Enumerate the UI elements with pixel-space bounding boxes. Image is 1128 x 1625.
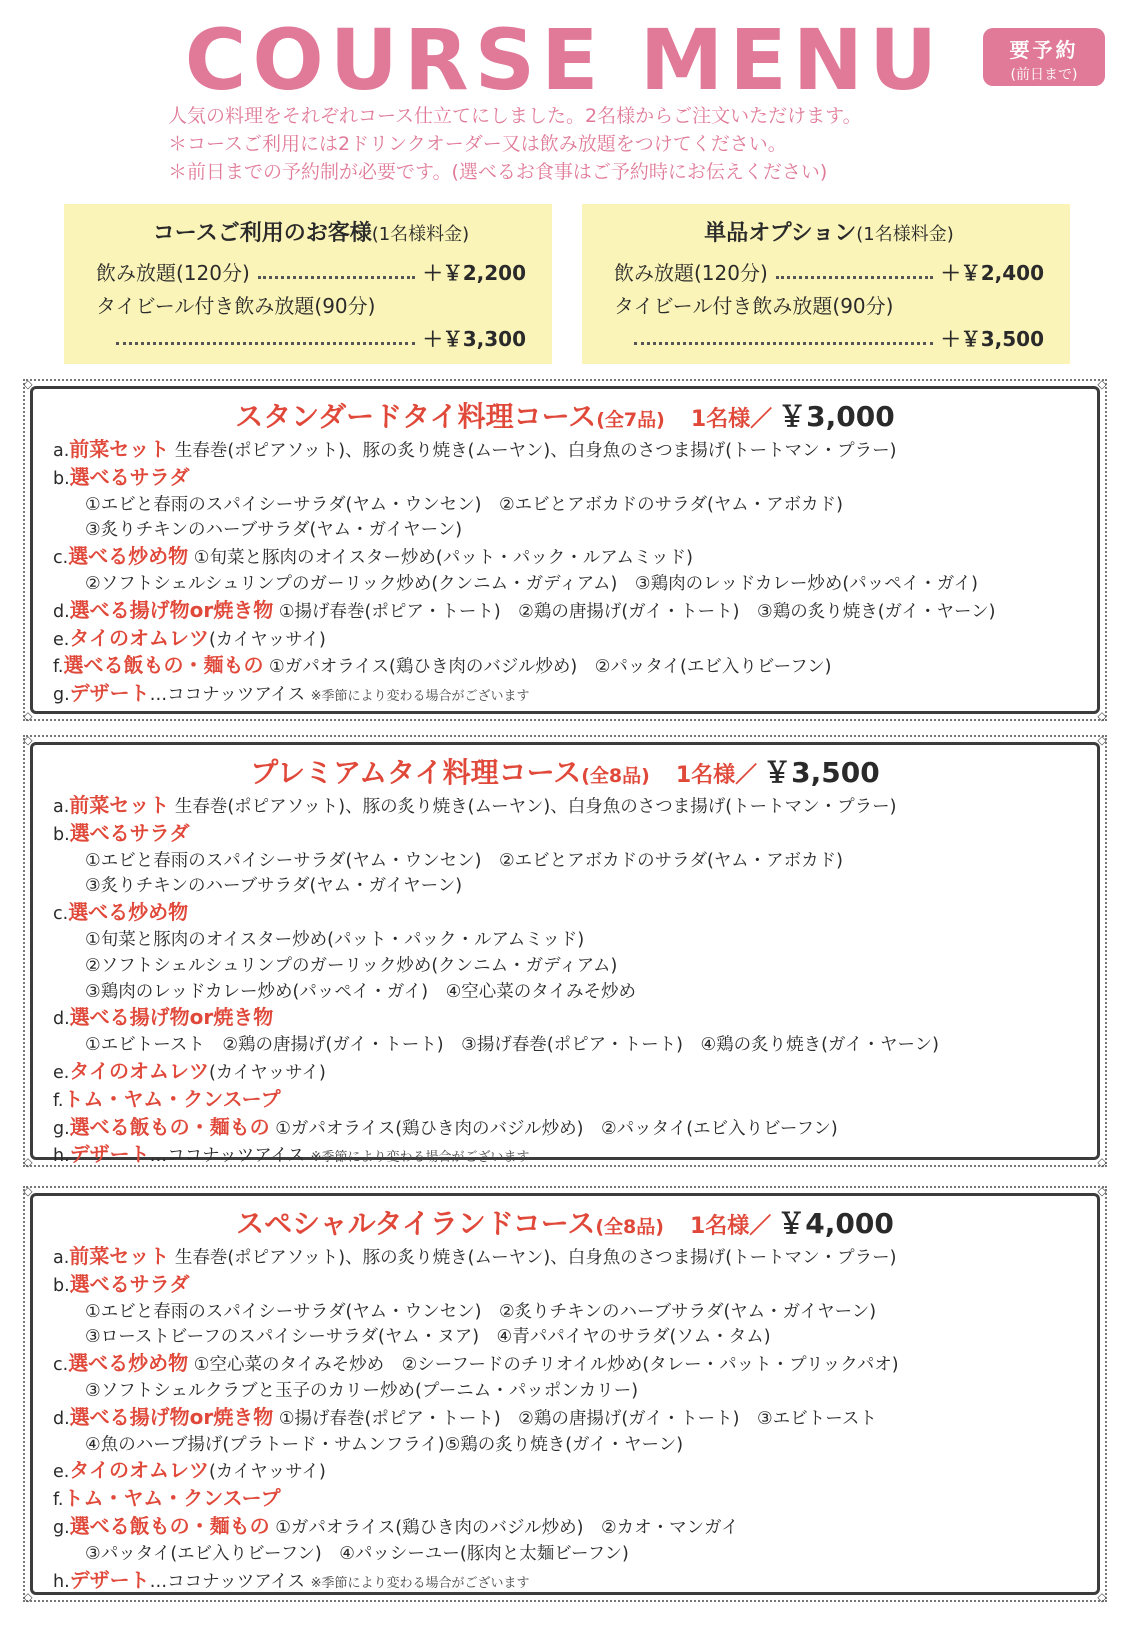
seasonal-note: ※季節により変わる場合がございます [310,689,530,705]
menu-row [53,1244,1077,1272]
row-label: d. [53,1408,70,1429]
category: 選べる炒め物 [68,900,189,925]
option-line [96,257,526,290]
menu-row [53,1087,1077,1115]
option-line [614,257,1044,290]
row-text: ①空心菜のタイみそ炒め ②シーフードのチリオイル炒め(タレー・パット・プリックパオ) [188,1355,899,1376]
row-label: e. [53,1462,70,1483]
menu-subrow: ③炙りチキンのハーブサラダ(ヤム・ガイヤーン) [85,520,463,541]
menu-row [53,1351,1077,1379]
course-name: スタンダードタイ料理コース [235,400,597,433]
menu-subrow: ④魚のハーブ揚げ(プラトード・サムンフライ)⑤鶏の炙り焼き(ガイ・ヤーン) [85,1434,684,1455]
menu-row [53,681,1077,710]
menu-subrow: ③鶏肉のレッドカレー炒め(パッペイ・ガイ) ④空心菜のタイみそ炒め [85,981,636,1002]
category: 選べる揚げ物or焼き物 [69,597,274,622]
course-name: スペシャルタイランドコース [236,1207,596,1240]
option-box-title [614,216,1044,247]
row-label: a. [53,1248,70,1268]
option-price: ＋￥3,500 [940,327,1044,351]
menu-subrow: ③ローストビーフのスパイシーサラダ(ヤム・ヌア) ④青パパイヤのサラダ(ソム・タム) [85,1327,771,1348]
category: デザート [69,1567,150,1592]
row-label: g. [53,1517,70,1538]
row-text: …ココナッツアイス [149,685,311,706]
category: タイのオムレツ [69,625,209,650]
menu-subrow: ①エビと春雨のスパイシーサラダ(ヤム・ウンセン) ②エビとアボカドのサラダ(ヤム・アボカド) [85,850,843,871]
row-label: d. [53,1009,70,1030]
row-label: f. [53,657,64,678]
category: 選べるサラダ [69,1271,190,1296]
category: トム・ヤム・クンスープ [63,1486,281,1511]
menu-row [53,1568,1077,1597]
option-name: タイビール付き飲み放題(90分) [614,294,894,318]
row-text: 生春巻(ポピアソット)、豚の炙り焼き(ムーヤン)、白身魚のさつま揚げ(トートマン・プラー) [169,1248,897,1268]
option-title-note: (1名様料金) [856,224,954,245]
menu-subrow: ③パッタイ(エビ入りビーフン) ④パッシーユー(豚肉と太麺ビーフン) [85,1543,629,1564]
row-text: ①ガパオライス(鶏ひき肉のバジル炒め) ②パッタイ(エビ入りビーフン) [269,1118,838,1139]
menu-row [53,793,1077,821]
corner-ornament: ◇ [23,1590,33,1604]
row-label: a. [53,797,70,817]
menu-row [53,1272,1077,1300]
dot-leader [776,257,933,279]
option-name: 飲み放題(120分) [96,261,250,285]
option-line [614,323,1044,356]
standard-course-panel [23,377,1107,723]
option-price: ＋￥2,200 [422,261,526,285]
row-label: f. [53,1090,64,1111]
option-line [614,290,1044,323]
page-title: COURSE MENU [184,11,944,109]
menu-subrow: ③ソフトシェルクラブと玉子のカリー炒め(プーニム・パッポンカリー) [85,1380,639,1401]
course-users-options [64,204,552,364]
course-heading [53,1204,1077,1244]
intro-text [168,102,1068,186]
row-label: e. [53,1062,70,1083]
row-text: ①旬菜と豚肉のオイスター炒め(パット・パック・ルアムミッド) [188,548,693,569]
row-label: h. [53,1571,70,1592]
category: 選べる揚げ物or焼き物 [69,1005,274,1030]
menu-row [53,1059,1077,1087]
corner-ornament: ◇ [1097,1590,1107,1604]
course-name: プレミアムタイ料理コース [250,756,582,789]
row-label: b. [53,1275,70,1296]
intro-line: ＊前日までの予約制が必要です。(選べるお食事はご予約時にお伝えください) [168,161,828,183]
menu-subrow: ①エビと春雨のスパイシーサラダ(ヤム・ウンセン) ②エビとアボカドのサラダ(ヤム・アボカド) [85,494,843,515]
option-title-text: 単品オプション [704,221,857,246]
row-label: c. [53,1355,69,1376]
course-price: ￥3,000 [778,400,895,433]
course-price: ￥4,000 [777,1207,894,1240]
menu-row [53,1405,1077,1433]
menu-row [53,465,1077,493]
category: 選べるサラダ [69,820,190,845]
menu-row [53,900,1077,928]
row-text: …ココナッツアイス [149,1571,311,1592]
row-label: c. [53,548,69,569]
row-label: h. [53,1146,70,1167]
corner-ornament: ◇ [23,733,33,747]
course-price: ￥3,500 [763,756,880,789]
single-options [582,204,1070,364]
corner-ornament: ◇ [1097,377,1107,391]
special-course-panel [23,1184,1107,1604]
row-label: g. [53,685,70,706]
menu-row [53,1486,1077,1514]
course-heading [53,753,1077,793]
intro-line: ＊コースご利用には2ドリンクオーダー又は飲み放題をつけてください。 [168,133,787,155]
menu-row [53,626,1077,654]
seasonal-note: ※季節により変わる場合がございます [310,1150,530,1166]
corner-ornament: ◇ [1097,1184,1107,1198]
dot-leader [634,323,933,345]
corner-ornament: ◇ [23,1184,33,1198]
corner-ornament: ◇ [23,1155,33,1169]
option-price: ＋￥2,400 [940,261,1044,285]
seasonal-note: ※季節により変わる場合がございます [310,1575,530,1591]
category: 選べる炒め物 [68,1351,189,1376]
option-title-note: (1名様料金) [371,224,470,245]
badge-main: 要予約 [1009,38,1079,62]
menu-row [53,653,1077,681]
option-price: ＋￥3,300 [422,327,526,351]
row-text: …ココナッツアイス [149,1146,311,1167]
corner-ornament: ◇ [1097,733,1107,747]
menu-row [53,821,1077,849]
row-text: 生春巻(ポピアソット)、豚の炙り焼き(ムーヤン)、白身魚のさつま揚げ(トートマン・プラー) [169,797,897,817]
row-text: (カイヤッサイ) [208,1462,326,1483]
row-label: f. [53,1490,64,1511]
reservation-badge [983,28,1105,86]
category: デザート [69,1142,150,1167]
row-label: b. [53,824,70,845]
row-label: b. [53,468,70,489]
category: 選べる飯もの・麺もの [69,1114,270,1139]
row-label: e. [53,629,70,650]
course-per: 1名様／ [675,763,758,788]
row-text: (カイヤッサイ) [208,1062,326,1083]
corner-ornament: ◇ [1097,709,1107,723]
option-box-title [96,216,526,247]
menu-row [53,437,1077,465]
option-name: タイビール付き飲み放題(90分) [96,294,376,318]
course-heading [53,397,1077,437]
option-name: 飲み放題(120分) [614,261,768,285]
row-label: a. [53,441,70,461]
menu-row [53,598,1077,626]
category: 選べる炒め物 [68,544,189,569]
category: 選べる飯もの・麺もの [63,653,264,678]
category: 前菜セット [69,1244,170,1268]
menu-subrow: ①エビトースト ②鶏の唐揚げ(ガイ・トート) ③揚げ春巻(ポピア・トート) ④鶏の炙り焼き(ガイ・ヤーン) [85,1035,939,1056]
menu-row [53,1142,1077,1171]
course-count: (全8品) [581,765,650,787]
option-title-text: コースご利用のお客様 [152,221,372,246]
menu-subrow: ①エビと春雨のスパイシーサラダ(ヤム・ウンセン) ②炙りチキンのハーブサラダ(ヤム・ガイヤーン) [85,1301,877,1322]
premium-course-panel [23,733,1107,1169]
category: タイのオムレツ [69,1058,209,1083]
badge-sub: (前日まで) [1010,67,1078,83]
row-label: c. [53,904,69,925]
option-line [96,290,526,323]
row-label: d. [53,601,70,622]
course-count: (全7品) [596,409,665,431]
row-text: 生春巻(ポピアソット)、豚の炙り焼き(ムーヤン)、白身魚のさつま揚げ(トートマン・プラー) [169,441,897,461]
row-text: (カイヤッサイ) [208,629,326,650]
row-text: ①揚げ春巻(ポピア・トート) ②鶏の唐揚げ(ガイ・トート) ③鶏の炙り焼き(ガイ・ヤーン) [273,601,996,622]
menu-row [53,1514,1077,1542]
menu-row [53,544,1077,572]
row-label: g. [53,1118,70,1139]
category: 選べる揚げ物or焼き物 [69,1404,274,1429]
corner-ornament: ◇ [1097,1155,1107,1169]
course-per: 1名様／ [689,1214,772,1239]
row-text: ①揚げ春巻(ポピア・トート) ②鶏の唐揚げ(ガイ・トート) ③エビトースト [273,1408,877,1429]
menu-subrow: ②ソフトシェルシュリンプのガーリック炒め(クンニム・ガディアム) ③鶏肉のレッドカレー炒め(パッペイ・ガイ) [85,573,978,594]
row-text: ①ガパオライス(鶏ひき肉のバジル炒め) ②パッタイ(エビ入りビーフン) [263,657,832,678]
category: デザート [69,681,150,706]
category: タイのオムレツ [69,1458,209,1483]
menu-subrow: ①旬菜と豚肉のオイスター炒め(パット・パック・ルアムミッド) [85,929,585,950]
dot-leader [258,257,415,279]
category: 選べるサラダ [69,464,190,489]
row-text: ①ガパオライス(鶏ひき肉のバジル炒め) ②カオ・マンガイ [269,1517,739,1538]
corner-ornament: ◇ [23,709,33,723]
menu-row [53,1005,1077,1033]
menu-subrow: ③炙りチキンのハーブサラダ(ヤム・ガイヤーン) [85,876,463,897]
corner-ornament: ◇ [23,377,33,391]
dot-leader [116,323,415,345]
category: 選べる飯もの・麺もの [69,1513,270,1538]
menu-row [53,1115,1077,1143]
category: 前菜セット [69,793,170,817]
course-per: 1名様／ [690,407,773,432]
option-line [96,323,526,356]
menu-subrow: ②ソフトシェルシュリンプのガーリック炒め(クンニム・ガディアム) [85,955,618,976]
category: トム・ヤム・クンスープ [63,1086,281,1111]
category: 前菜セット [69,437,170,461]
menu-row [53,1458,1077,1486]
intro-line: 人気の料理をそれぞれコース仕立てにしました。2名様からご注文いただけます。 [168,105,862,127]
course-count: (全8品) [595,1216,664,1238]
